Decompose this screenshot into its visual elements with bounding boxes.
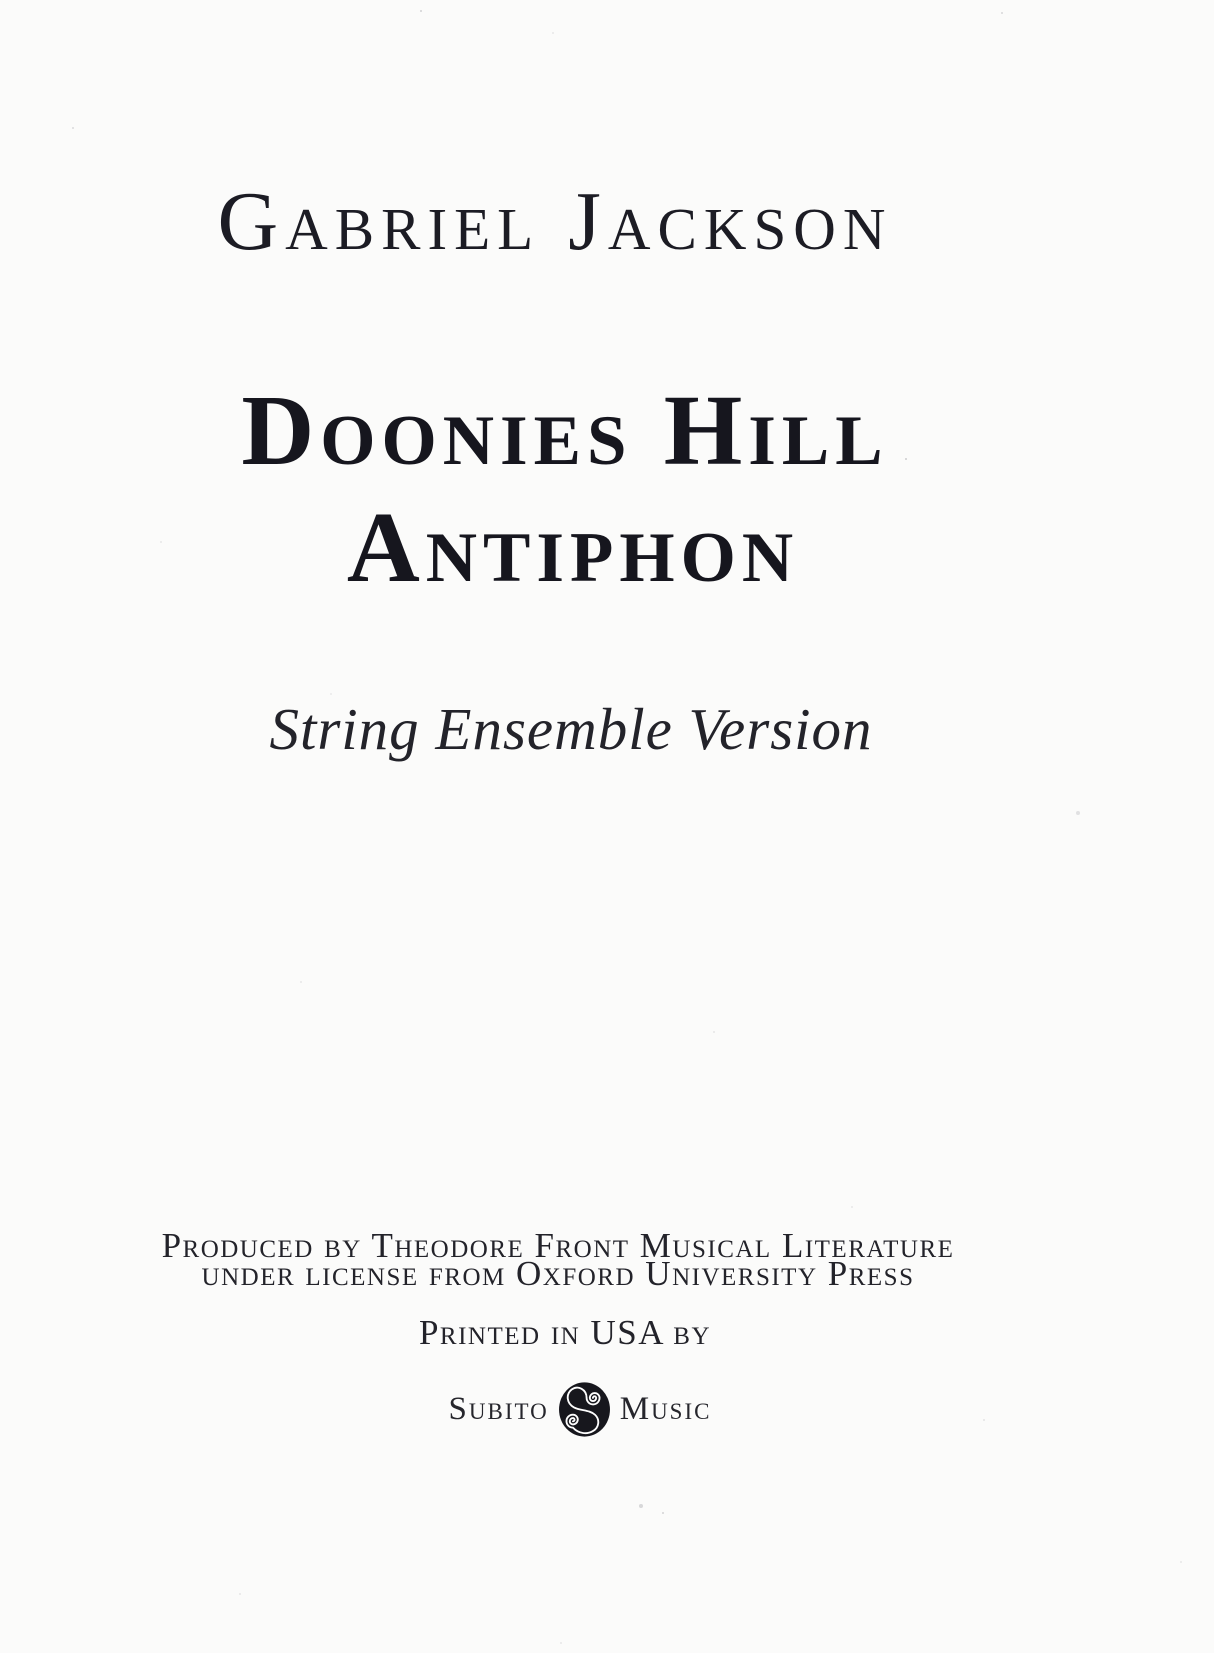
subito-wordmark: Subito [448,1390,549,1427]
imprint-license-line: under license from Oxford University Press [201,1253,915,1293]
work-title [0,372,1130,606]
version-subtitle: String Ensemble Version [269,696,873,762]
imprint-block [0,1226,1123,1293]
composer-name: Gabriel Jackson [217,175,893,268]
printed-in-usa-line: Printed in USA by [418,1313,712,1352]
imprint-produced-line: Produced by Theodore Front Musical Literature [161,1226,955,1265]
scan-noise-specks [0,0,2,2]
music-wordmark: Music [619,1390,712,1427]
work-title-line-1: Doonies Hill [241,374,889,486]
publisher-logo [15,1381,1145,1437]
subito-s-spiral-icon [558,1382,611,1437]
work-title-line-2: Antiphon [346,491,800,603]
